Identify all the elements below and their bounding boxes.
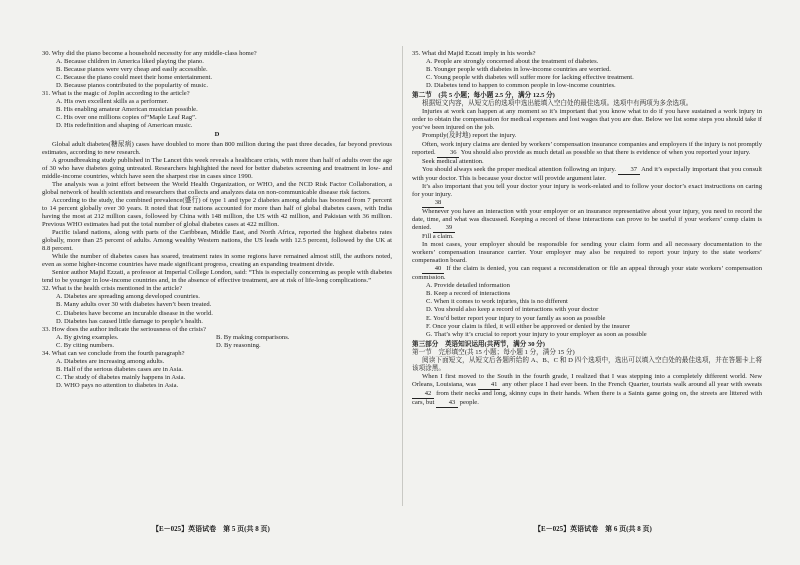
- option: D. His redefinition and shaping of American music.: [56, 122, 193, 130]
- passage-paragraph: Senior author Majid Ezzati, a professor at Imperial College London, said: “This is especially concerning as people with diabetes tend to be younger in low-income countries and, in the absence of effective treatment, are at risk of life-long complications.”: [42, 269, 392, 285]
- passage-paragraph: Injuries at work can happen at any moment so it’s important that you know what to do if you have sustained a work injury in order to obtain the compensation for medical expenses and lost wages that you are due. Below we list some steps you should take if you’ve been injured on the job.: [412, 108, 762, 132]
- text: When I first moved to the South in the fourth grade, I realized that I was stepping into a completely different world. New Orleans, Louisiana, was: [412, 372, 762, 388]
- blank-39: 39: [433, 224, 455, 233]
- text: Whenever you have an interaction with your employer or an insurance representative about your injury, you need to record the date, time, and what was discussed. Keeping a record of these interactions can prove to be useful if your workers’ comp claim is denied.: [412, 207, 762, 231]
- option: B. Many adults over 30 with diabetes haven’t been treated.: [56, 301, 212, 309]
- option: B. Because pianos were very cheap and easily accessible.: [56, 66, 208, 74]
- passage-heading: Seek medical attention.: [422, 157, 484, 165]
- option: G. That’s why it’s crucial to report your injury to your employer as soon as possible: [426, 330, 647, 338]
- option: A. Diabetes are increasing among adults.: [56, 357, 165, 365]
- passage-paragraph: It’s also important that you tell your doctor your injury is work-related and to follow your doctor’s exact instructions on caring for your injury.: [412, 182, 762, 198]
- passage-paragraph: While the number of diabetes cases has soared, treatment rates in some regions have remained almost still, the authors noted, even as some higher-income countries have made significant progress, creating an expanding treatment divide.: [42, 253, 392, 269]
- option: B. Younger people with diabetes in low-income countries are worried.: [426, 66, 611, 74]
- question-33: 33. How does the author indicate the seriousness of the crisis?: [42, 325, 206, 333]
- question-35: 35. What did Majid Ezzati imply in his words?: [412, 50, 536, 57]
- option: B. Keep a record of interactions: [426, 290, 511, 298]
- question-34: 34. What can we conclude from the fourth paragraph?: [42, 349, 185, 357]
- column-divider: [402, 46, 403, 506]
- text: people.: [459, 398, 479, 406]
- blank-36: 36: [437, 149, 459, 158]
- text: You should also provide as much detail as possible so that there is evidence of when you reported your injury.: [460, 148, 751, 156]
- option: B. By making comparisons.: [216, 333, 290, 341]
- option: C. His over one millions copies of“Maple Leaf Rag”.: [56, 114, 197, 122]
- option: E. You’d better report your injury to your family as soon as possible: [426, 314, 606, 322]
- option: D. By reasoning.: [216, 341, 261, 349]
- option: A. Diabetes are spreading among developed countries.: [56, 293, 200, 301]
- blank-42: 42: [412, 390, 434, 399]
- blank-37: 37: [618, 166, 640, 175]
- option: C. When it comes to work injuries, this is no different: [426, 298, 568, 306]
- blank-38: 38: [422, 199, 444, 208]
- blank-40: 40: [422, 265, 444, 274]
- text: And it’s especially important that you consult with your doctor. This is because your doctor will provide argument later.: [412, 165, 762, 182]
- option-row: [56, 334, 392, 342]
- section-instructions: 阅读下面短文，从短文后各题所给的 A、B、C 和 D 四个选项中，选出可以填入空白处的最佳选项，并在答题卡上将该项涂黑。: [412, 356, 762, 372]
- option-row: [56, 342, 392, 350]
- section-instructions: 根据短文内容，从短文后的选项中选出能填入空白处的最佳选项。选项中有两项为多余选项。: [422, 100, 693, 108]
- passage-heading: Fill a claim.: [422, 233, 454, 241]
- option: C. By citing numbers.: [56, 341, 115, 349]
- option: A. His own excellent skills as a performer.: [56, 98, 169, 106]
- option: F. Once your claim is filed, it will either be approved or denied by the insurer: [426, 322, 631, 330]
- passage-paragraph: A groundbreaking study published in The Lancet this week reveals a healthcare crisis, with more than half of adults over the age of 30 who have diabetes going untreated. Researchers highlighted the need for better diabetes screening and treatment in low- and middle-income countries, which have seen the sharpest rise in cases since 1990.: [42, 156, 392, 180]
- section-title: 第二节 (共 5 小题；每小题 2.5 分，满分 12.5 分): [412, 92, 555, 100]
- text: If the claim is denied, you can request a reconsideration or file an appeal through your state workers’ compensation commission.: [412, 265, 763, 282]
- text: any other place I had ever been. In the French Quarter, tourists walk around all year with sweats: [502, 380, 762, 388]
- passage-paragraph: [412, 141, 762, 158]
- text: You should always seek the proper medical attention following an injury.: [422, 165, 616, 173]
- passage-paragraph: The analysis was a joint effort between the World Health Organization, or WHO, and the NCD Risk Factor Collaboration, a global network of health scientists and researchers that collects and analyzes data on non-communicable disease risk factors.: [42, 180, 392, 196]
- option: B. Half of the serious diabetes cases are in Asia.: [56, 365, 183, 373]
- option: A. People are strongly concerned about the treatment of diabetes.: [426, 58, 599, 66]
- blank-41: 41: [478, 381, 500, 390]
- option: C. Young people with diabetes will suffer more for lacking effective treatment.: [426, 74, 634, 82]
- right-column: [412, 50, 762, 408]
- passage-paragraph: [412, 208, 762, 233]
- passage-paragraph: Pacific island nations, along with parts of the Caribbean, Middle East, and North Africa, reported the highest diabetes rates globally, more than 25 percent of adults. Among wealthy Western nations, the US leads with 12.5 percent, followed by the UK at 8.8 percent.: [42, 229, 392, 253]
- passage-letter: D: [214, 131, 220, 139]
- option: D. Diabetes tend to happen to common people in low-income countries.: [426, 82, 616, 90]
- option: C. Because the piano could meet their home entertainment.: [56, 74, 212, 82]
- option: D. Because pianos contributed to the popularity of music.: [56, 82, 208, 90]
- text: Often, work injury claims are denied by workers’ compensation insurance companies and employers if the injury is not promptly reported.: [412, 140, 762, 156]
- option: C. Diabetes have become an incurable disease in the world.: [56, 309, 213, 317]
- passage-heading: Promptly(及时地) report the injury.: [422, 132, 517, 140]
- option: C. The study of diabetes mainly happens in Asia.: [56, 373, 186, 381]
- passage-paragraph: Global adult diabetes(糖尿病) cases have doubled to more than 800 million during the past three decades, far beyond previous estimates, according to new research.: [42, 140, 392, 156]
- passage-heading: [412, 199, 762, 208]
- question-30: 30. Why did the piano become a household necessity for any middle-class home?: [42, 50, 257, 57]
- passage-paragraph: According to the study, the combined prevalence(盛行) of type 1 and type 2 diabetes among adults has boomed from 7 percent to 14 percent globally over 30 years. It noted that four nations accounted for more than half of global diabetes cases, with India having the most at 212 million cases, followed by China with 148 million, the US with 42 million, and Pakistan with 36 million. Previous WHO estimates had put the total number of global diabetes cases at 422 million.: [42, 196, 392, 228]
- text: from their necks and long, skinny cups in their hands. When there is a Saints game going on, the streets are littered with cars, but: [412, 389, 762, 406]
- question-31: 31. What is the magic of Joplin according to the article?: [42, 90, 190, 98]
- blank-43: 43: [436, 399, 458, 408]
- cloze-paragraph: [412, 373, 762, 408]
- page-footer-right: 【E－025】英语试卷 第 6 页(共 8 页): [534, 525, 652, 533]
- question-32: 32. What is the health crisis mentioned in the article?: [42, 285, 183, 293]
- left-column: [42, 50, 392, 390]
- option: A. Provide detailed information: [426, 282, 510, 290]
- part-title: 第三部分 英语知识运用(共两节，满分 30 分): [412, 340, 545, 348]
- option: D. WHO pays no attention to diabetes in Asia.: [56, 381, 179, 389]
- section-title: 第一节 完形填空(共 15 小题；每小题 1 分，满分 15 分): [412, 348, 575, 356]
- option: D. Diabetes has caused little damage to people’s health.: [56, 317, 203, 325]
- option: D. You should also keep a record of interactions with your doctor: [426, 306, 599, 314]
- passage-paragraph: [412, 265, 762, 282]
- passage-paragraph: In most cases, your employer should be responsible for sending your claim form and all necessary documentation to the workers’ compensation insurance carrier. Your employer may also be required to report your injury to the state workers’ compensation board.: [412, 241, 762, 265]
- option: B. His enabling amateur American musician possible.: [56, 106, 198, 114]
- passage-paragraph: [412, 166, 762, 183]
- page-footer-left: 【E－025】英语试卷 第 5 页(共 8 页): [152, 525, 270, 533]
- option: A. Because children in America liked playing the piano.: [56, 58, 204, 66]
- option: A. By giving examples.: [56, 333, 119, 341]
